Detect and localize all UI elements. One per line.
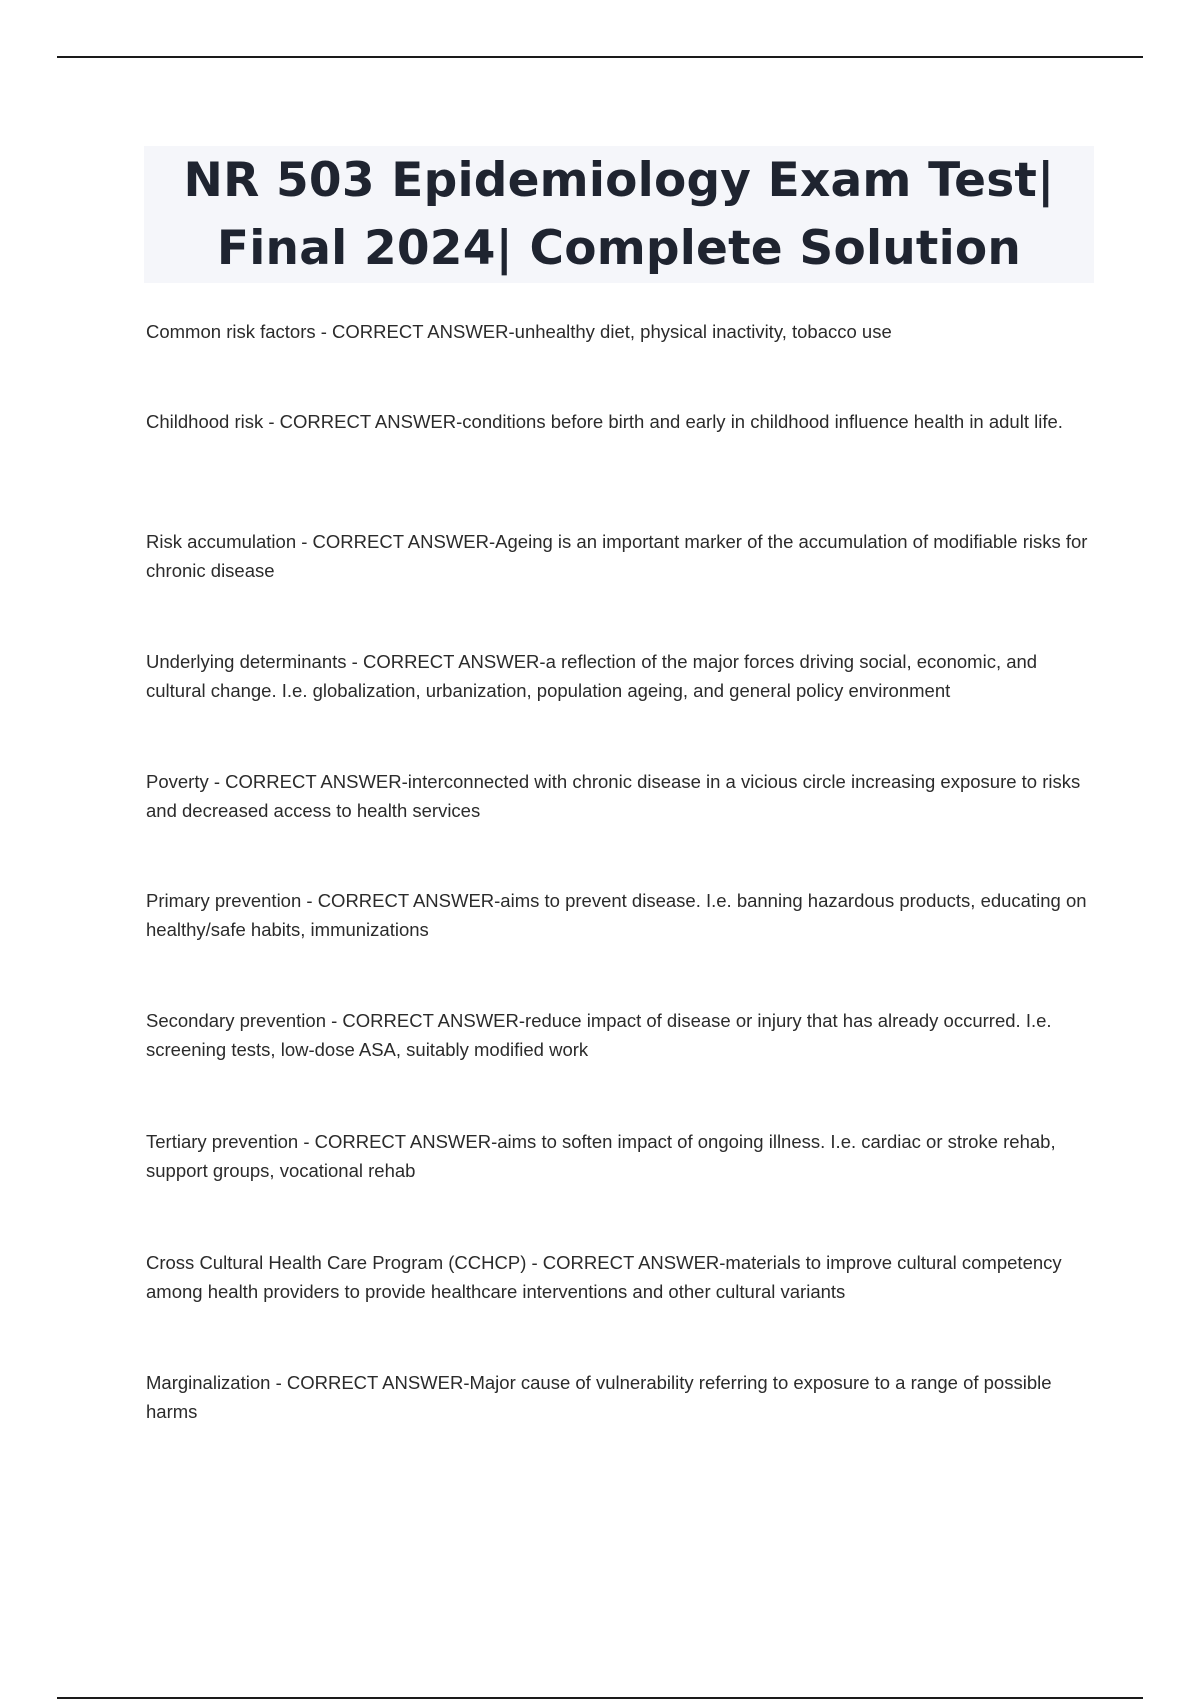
qa-item-primary-prevention: Primary prevention - CORRECT ANSWER-aims to prevent disease. I.e. banning hazardous products, educating on healthy/safe habits, immunizations [146,890,1087,940]
qa-item-secondary-prevention: Secondary prevention - CORRECT ANSWER-reduce impact of disease or injury that has already occurred. I.e. screening tests, low-dose ASA, suitably modified work [146,1010,1052,1060]
bottom-divider [57,1697,1143,1699]
qa-item-underlying-determinants: Underlying determinants - CORRECT ANSWER-a reflection of the major forces driving social, economic, and cultural change. I.e. globalization, urbanization, population ageing, and general policy environment [146,651,1038,701]
qa-item-risk-accumulation: Risk accumulation - CORRECT ANSWER-Ageing is an important marker of the accumulation of modifiable risks for chronic disease [146,531,1088,581]
qa-item-childhood-risk: Childhood risk - CORRECT ANSWER-conditions before birth and early in childhood influence health in adult life. [146,411,1063,432]
document-title-line-1: NR 503 Epidemiology Exam Test| [183,152,1055,208]
qa-item-cross-cultural-health-care-program: Cross Cultural Health Care Program (CCHCP) - CORRECT ANSWER-materials to improve cultural competency among health providers to provide healthcare interventions and other cultural variants [146,1252,1062,1302]
document-title-banner [144,146,1094,283]
qa-item-tertiary-prevention: Tertiary prevention - CORRECT ANSWER-aims to soften impact of ongoing illness. I.e. cardiac or stroke rehab, support groups, vocational rehab [146,1131,1056,1181]
qa-item-poverty: Poverty - CORRECT ANSWER-interconnected with chronic disease in a vicious circle increasing exposure to risks and decreased access to health services [146,771,1081,821]
qa-item-common-risk-factors: Common risk factors - CORRECT ANSWER-unhealthy diet, physical inactivity, tobacco use [146,321,892,342]
top-divider [57,56,1143,58]
document-title-line-2: Final 2024| Complete Solution [216,220,1022,276]
qa-item-marginalization: Marginalization - CORRECT ANSWER-Major cause of vulnerability referring to exposure to a range of possible harms [146,1372,1052,1422]
